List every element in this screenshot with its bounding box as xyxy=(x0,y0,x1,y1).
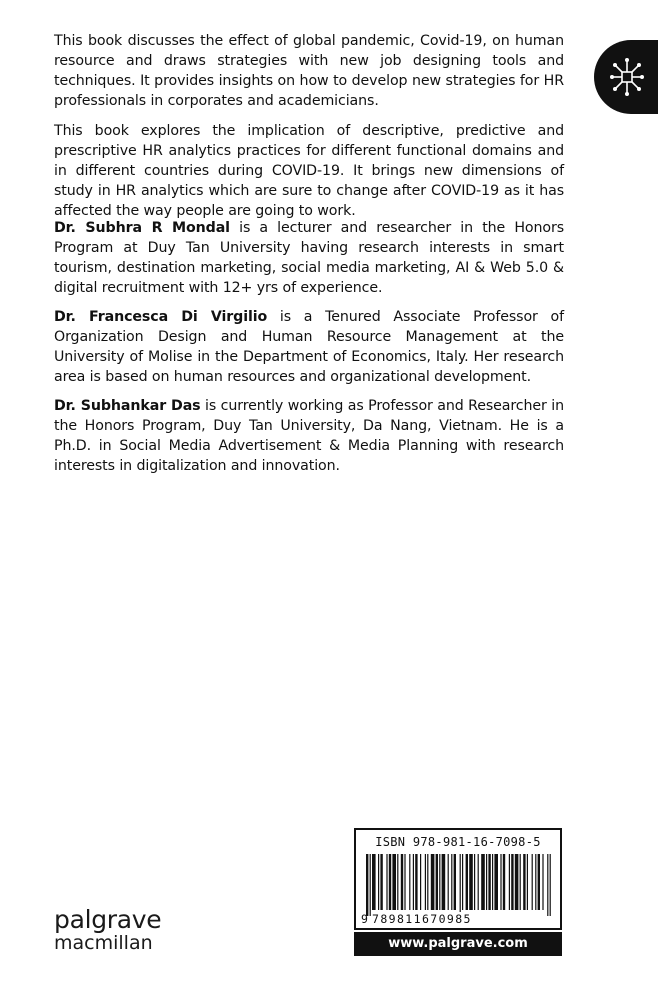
barcode-bar xyxy=(436,854,438,910)
isbn-barcode xyxy=(354,828,562,930)
barcode-bar xyxy=(366,854,368,916)
barcode-bar xyxy=(535,854,536,910)
barcode-bar xyxy=(503,854,505,910)
barcode-bar xyxy=(481,854,485,910)
barcode-bar xyxy=(527,854,528,910)
barcode-bar xyxy=(420,854,421,910)
description-paragraph: This book discusses the effect of global pandemic, Covid-19, on human resource and draws strategies with new job designing tools and techniques. It provides insights on how to develop new strategies for HR professionals in corporates and academicians. xyxy=(54,33,564,109)
logo-palgrave: palgrave xyxy=(54,905,162,934)
author-bio xyxy=(54,396,564,476)
barcode-bar xyxy=(523,854,525,910)
barcode-bar xyxy=(547,854,548,916)
barcode-bar xyxy=(425,854,426,910)
barcode-bar xyxy=(474,854,475,910)
isbn-first-digit: 9 xyxy=(361,912,368,926)
barcode-bar xyxy=(397,854,398,910)
barcode-bar xyxy=(378,854,379,910)
author-name: Dr. Subhra R Mondal xyxy=(54,220,230,236)
barcode-bars xyxy=(366,854,552,916)
barcode-bar xyxy=(401,854,403,910)
isbn-digits: 789811670985 xyxy=(372,912,472,926)
barcode-bar xyxy=(494,854,498,910)
author-name: Dr. Francesca Di Virgilio xyxy=(54,309,268,325)
barcode-bar xyxy=(409,854,410,910)
barcode-bar xyxy=(448,854,449,910)
publisher-tab xyxy=(594,40,658,114)
barcode-bar xyxy=(404,854,405,910)
barcode-bar xyxy=(372,854,376,910)
barcode-bar xyxy=(392,854,396,910)
book-description xyxy=(54,31,564,221)
barcode-bar xyxy=(542,854,543,910)
barcode-bar xyxy=(538,854,540,910)
barcode-bar xyxy=(413,854,414,910)
author-bios xyxy=(54,218,564,476)
barcode-bar xyxy=(462,854,463,910)
barcode-bar xyxy=(469,854,473,910)
barcode-bar xyxy=(515,854,519,910)
barcode-bar xyxy=(454,854,456,910)
barcode-bar xyxy=(478,854,479,910)
author-bio-text: is a Tenured Associate Professor of Organization Design and Human Resource Management at the University of Molise in the Department of Economics, Italy. Her research area is based on human resources and organizational development. xyxy=(54,309,564,385)
barcode-bar xyxy=(532,854,533,910)
author-bio-text: is currently working as Professor and Researcher in the Honors Program, Duy Tan University, Da Nang, Vietnam. He is a Ph.D. in Social Media Advertisement & Media Planning with research interests in digitalization and innovation. xyxy=(54,398,564,474)
barcode-bar xyxy=(550,854,551,916)
barcode-bar xyxy=(415,854,417,910)
barcode-bar xyxy=(520,854,521,910)
network-node-icon xyxy=(610,57,644,97)
logo-macmillan: macmillan xyxy=(54,932,153,954)
author-bio-text: is a lecturer and researcher in the Honors Program at Duy Tan University having research interests in smart tourism, destination marketing, social media marketing, AI & Web 5.0 & digital recruitment with 12+ yrs of experience. xyxy=(54,220,564,296)
barcode-bar xyxy=(386,854,387,910)
barcode-bar xyxy=(466,854,468,910)
barcode-bar xyxy=(380,854,382,910)
barcode-bar xyxy=(442,854,446,910)
author-bio xyxy=(54,307,564,387)
barcode-bar xyxy=(431,854,435,910)
barcode-bar xyxy=(460,854,461,916)
author-bio xyxy=(54,218,564,298)
publisher-logo xyxy=(54,905,162,954)
barcode-bar xyxy=(427,854,428,910)
barcode-bar xyxy=(451,854,452,910)
publisher-url[interactable]: www.palgrave.com xyxy=(354,932,562,956)
author-name: Dr. Subhankar Das xyxy=(54,398,201,414)
barcode-bar xyxy=(500,854,501,910)
description-paragraph: This book explores the implication of descriptive, predictive and prescriptive HR analytics practices for different functional domains and in different countries during COVID-19. It brings new dimensions of study in HR analytics which are sure to change after COVID-19 as it has affected the way people are going to work. xyxy=(54,123,564,219)
barcode-bar xyxy=(492,854,493,910)
isbn-label: ISBN 978-981-16-7098-5 xyxy=(375,835,541,849)
barcode-bar xyxy=(370,854,371,916)
barcode-bar xyxy=(509,854,510,910)
barcode-bar xyxy=(389,854,391,910)
barcode-bar xyxy=(511,854,513,910)
barcode-bar xyxy=(488,854,490,910)
barcode-bar xyxy=(439,854,440,910)
barcode-bar xyxy=(486,854,487,910)
